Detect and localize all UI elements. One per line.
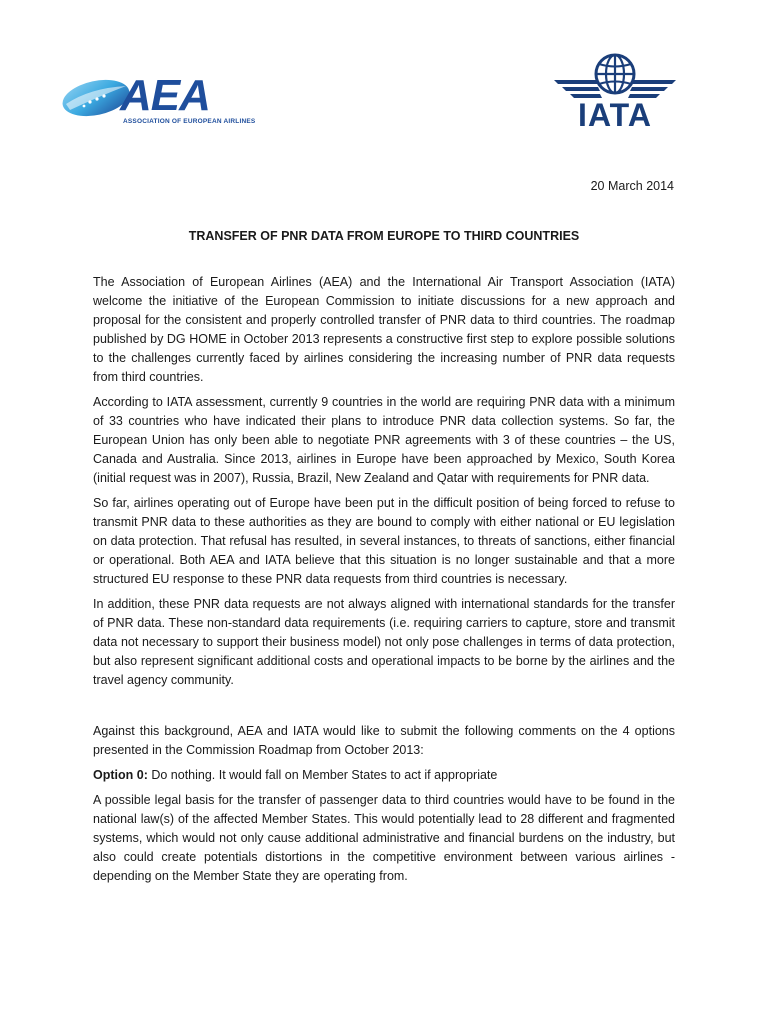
paragraph-4: In addition, these PNR data requests are not always aligned with international standards for the transfer of PNR data. These non-standard data requirements (i.e. requiring carriers to capture, store and transmit data not necessary to support their business model) not only pose challenges in terms of data protection, but also represent significant additional costs and operational impacts to be borne by the airlines and the travel agency community.: [93, 597, 675, 687]
iata-wordmark: IATA: [578, 97, 652, 133]
document-title: TRANSFER OF PNR DATA FROM EUROPE TO THIRD COUNTRIES: [188, 229, 580, 243]
option-0-heading: [93, 766, 675, 785]
option-0-body: A possible legal basis for the transfer of passenger data to third countries would have to be found in the national law(s) of the affected Member States. This would potentially lead to 28 different and fragmented systems, which would not only cause additional administrative and financial burdens on the industry, but also could create potentials distortions in the competitive environment between various airlines - depending on the Member State they are operating from.: [93, 793, 675, 883]
paragraph-2: According to IATA assessment, currently 9 countries in the world are requiring PNR data with a minimum of 33 countries who have indicated their plans to introduce PNR data collection systems. So far, the European Union has only been able to negotiate PNR agreements with 3 of these countries – the US, Canada and Australia. Since 2013, airlines in Europe have been approached by Mexico, South Korea (initial request was in 2007), Russia, Brazil, New Zealand and Qatar with requirements for PNR data.: [93, 395, 675, 485]
options-intro: Against this background, AEA and IATA would like to submit the following comments on the 4 options presented in the Commission Roadmap from October 2013:: [93, 724, 675, 757]
iata-logo: [552, 52, 678, 134]
aea-logo: [60, 70, 256, 132]
option-0-label: Option 0:: [93, 768, 148, 782]
aea-subtitle: ASSOCIATION OF EUROPEAN AIRLINES: [123, 118, 256, 125]
paragraph-1: The Association of European Airlines (AEA) and the International Air Transport Association (IATA) welcome the initiative of the European Commission to initiate discussions for a new approach and proposal for the consistent and properly controlled transfer of PNR data to third countries. The roadmap published by DG HOME in October 2013 represents a constructive first step to explore possible solutions to the challenges currently faced by airlines considering the increasing number of PNR data requests from third countries.: [93, 275, 675, 384]
document-body: [93, 273, 675, 892]
option-0-text: Do nothing. It would fall on Member States to act if appropriate: [147, 768, 498, 782]
iata-globe-wings-icon: [552, 52, 678, 100]
paragraph-3: So far, airlines operating out of Europe have been put in the difficult position of being forced to refuse to transmit PNR data to these authorities as they are bound to comply with either national or EU legislation on data protection. That refusal has resulted, in several instances, to threats of sanctions, either financial or operational. Both AEA and IATA believe that this situation is no longer sustainable and that a more structured EU response to these PNR data requests from third countries is necessary.: [93, 496, 675, 586]
document-date: 20 March 2014: [590, 179, 674, 193]
aea-wordmark: AEA: [120, 71, 210, 120]
